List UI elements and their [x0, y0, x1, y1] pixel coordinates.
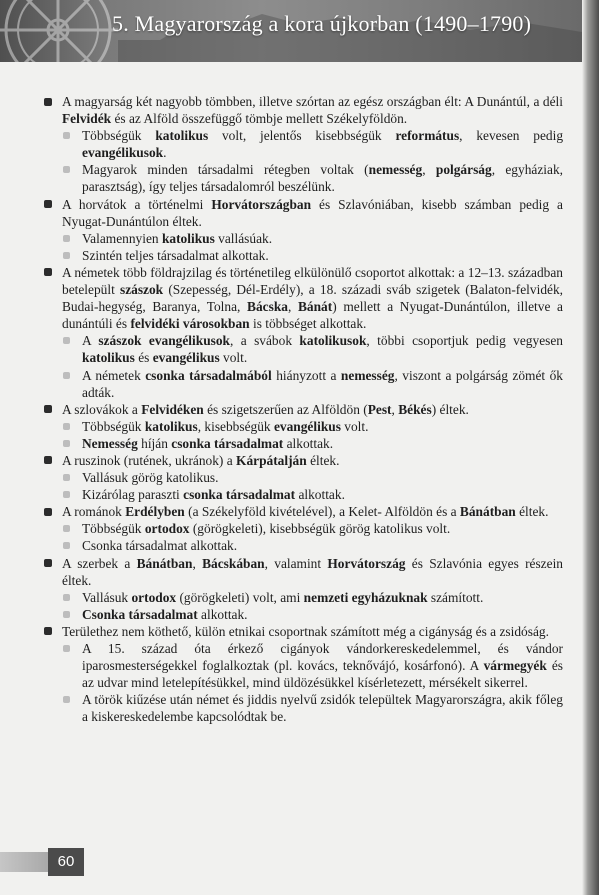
- text-run: volt.: [219, 350, 248, 366]
- bold-term: katolikus: [161, 230, 215, 246]
- text-run: híján: [137, 435, 172, 451]
- text-run: éltek.: [306, 452, 340, 468]
- text-run: A szerbek a: [62, 555, 137, 571]
- bold-term: Pest: [367, 401, 392, 417]
- bold-term: Erdélyben: [125, 504, 185, 520]
- bold-term: Bácska: [247, 299, 288, 315]
- sub-bullet-item: [42, 469, 563, 486]
- sub-bullet-item: [42, 486, 563, 503]
- bold-term: Békés: [398, 401, 432, 417]
- bullet-item: [42, 452, 563, 469]
- bold-term: katolikus: [82, 350, 135, 366]
- text-run: , valamint: [264, 555, 328, 571]
- bold-term: nemesség: [340, 367, 395, 383]
- bold-term: felvidéki városokban: [130, 316, 250, 332]
- bullet-item: [42, 93, 563, 127]
- sub-bullet-item: [42, 247, 563, 264]
- text-run: (a Székelyföld kivételével), a Kelet- Alföldön és a: [184, 504, 460, 520]
- text-run: , egyháziak, parasztság), így teljes társadalomról beszélünk.: [82, 162, 563, 195]
- text-run: ,: [287, 299, 298, 315]
- sub-bullet-item: [42, 606, 563, 623]
- text-run: , kisebbségük: [197, 418, 274, 434]
- text-run: számított.: [427, 589, 484, 605]
- sub-bullet-item: [42, 691, 563, 725]
- bold-term: Bánát: [297, 299, 333, 315]
- text-run: Valamennyien: [82, 230, 162, 246]
- bold-term: Felvidéken: [141, 401, 204, 417]
- bold-term: csonka társadalmat: [171, 435, 284, 451]
- text-run: A románok: [62, 504, 126, 520]
- text-run: alkottak.: [197, 606, 248, 622]
- text-run: volt.: [340, 418, 369, 434]
- bold-term: Kárpátalján: [236, 452, 307, 468]
- sub-bullet-item: [42, 230, 563, 247]
- sub-bullet-item: [42, 367, 563, 401]
- bold-term: Horvátország: [327, 555, 406, 571]
- sub-bullet-item: [42, 520, 563, 537]
- text-run: A 15. század óta érkező cigányok vándorkereskedelemmel, és vándor iparosmesterségekkel foglalkoztak (pl. kovács, teknővájó, kosárfonó). A: [82, 641, 563, 674]
- bold-term: evangélikus: [152, 350, 220, 366]
- page-number: 60: [48, 848, 84, 876]
- text-run: A: [82, 333, 99, 349]
- bold-term: Nemesség: [82, 435, 138, 451]
- text-run: vallásúak.: [214, 230, 273, 246]
- text-run: és szigetszerűen az Alföldön (: [203, 401, 368, 417]
- text-run: Magyarok minden társadalmi rétegben voltak (: [82, 162, 369, 178]
- bold-term: nemesség: [368, 162, 423, 178]
- text-run: (görögkeleti) volt, ami: [176, 589, 304, 605]
- sub-bullet-item: [42, 435, 563, 452]
- chapter-header-banner: [0, 0, 582, 62]
- text-run: (görögkeleti), kisebbségük görög katolikus volt.: [189, 521, 451, 537]
- text-run: Szintén teljes társadalmat alkottak.: [82, 247, 269, 263]
- text-run: , többi csoportjuk pedig vegyesen: [366, 333, 563, 349]
- bold-term: polgárság: [435, 162, 492, 178]
- bold-term: ortodox: [131, 589, 177, 605]
- bold-term: Bánátban: [459, 504, 516, 520]
- text-run: A szlovákok a: [62, 401, 142, 417]
- text-run: Csonka társadalmat alkottak.: [82, 538, 238, 554]
- text-run: Területhez nem köthető, külön etnikai csoportnak számított még a cigányság és a zsidóság.: [62, 623, 549, 639]
- text-run: Többségük: [82, 418, 145, 434]
- text-run: A németek: [82, 367, 146, 383]
- sub-bullet-item: [42, 332, 563, 366]
- bullet-item: [42, 401, 563, 418]
- bold-term: Bánátban: [136, 555, 193, 571]
- text-run: (Szepesség, Dél-Erdély), a 18. századi sváb szigetek (Balaton-felvidék, Budai-hegység, Baranya, Tolna,: [62, 282, 563, 315]
- sub-bullet-item: [42, 127, 563, 161]
- text-run: , a svábok: [230, 333, 300, 349]
- text-run: éltek.: [515, 504, 549, 520]
- text-run: ,: [192, 555, 203, 571]
- bold-term: Felvidék: [62, 111, 112, 127]
- sub-bullet-item: [42, 589, 563, 606]
- text-run: is többséget alkottak.: [249, 316, 367, 332]
- bold-term: Horvátországban: [211, 196, 312, 212]
- sub-bullet-item: [42, 640, 563, 691]
- text-run: Vallásuk: [82, 589, 132, 605]
- chapter-title: 5. Magyarország a kora újkorban (1490–1790): [112, 11, 532, 36]
- text-run: hiányzott a: [271, 367, 341, 383]
- sub-bullet-item: [42, 537, 563, 554]
- bold-term: ortodox: [144, 521, 190, 537]
- text-run: ,: [391, 401, 399, 417]
- text-run: Többségük: [82, 521, 145, 537]
- bullet-item: [42, 623, 563, 640]
- content-list: [42, 93, 563, 725]
- text-run: és Szlavónia egyes részein éltek.: [62, 555, 563, 588]
- bold-term: nemzeti egyházuknak: [303, 589, 428, 605]
- text-run: alkottak.: [295, 487, 345, 503]
- bold-term: szászok evangélikusok: [98, 333, 230, 349]
- text-run: , viszont a polgárság zömét ők adták.: [82, 367, 563, 400]
- text-run: , kevesen pedig: [459, 128, 564, 144]
- text-run: és: [134, 350, 153, 366]
- bold-term: csonka társadalmat: [183, 487, 296, 503]
- bullet-item: [42, 503, 563, 520]
- bold-term: katolikus: [155, 128, 209, 144]
- page-edge-shadow: [582, 0, 599, 895]
- bold-term: evangélikus: [273, 418, 341, 434]
- bullet-item: [42, 555, 563, 589]
- sub-bullet-item: [42, 161, 563, 195]
- footer-bar: [0, 852, 48, 872]
- text-run: és az Alföld összefüggő tömbje mellett Székelyföldön.: [111, 111, 408, 127]
- text-run: ) éltek.: [431, 401, 469, 417]
- bold-term: katolikusok: [299, 333, 367, 349]
- text-run: és Szlavóniában, kisebb számban pedig a Nyugat-Dunántúlon éltek.: [62, 196, 563, 229]
- sub-bullet-item: [42, 418, 563, 435]
- bold-term: Csonka társadalmat: [82, 606, 198, 622]
- bold-term: szászok: [119, 282, 164, 298]
- bullet-item: [42, 264, 563, 332]
- text-run: és az udvar mind letelepítésükkel, mind üldözésükkel kísérletezett, mérsékelt sikerrel.: [82, 658, 563, 691]
- text-run: A ruszinok (rutének, ukránok) a: [62, 452, 237, 468]
- bullet-item: [42, 196, 563, 230]
- text-run: A németek több földrajzilag és történetileg elkülönülő csoportot alkottak: a 12–13. században betelepült: [62, 264, 563, 298]
- bold-term: református: [395, 128, 460, 144]
- bold-term: vármegyék: [483, 658, 547, 674]
- text-run: A horvátok a történelmi: [62, 196, 212, 212]
- bold-term: katolikus: [144, 418, 198, 434]
- text-run: A magyarság két nagyobb tömbben, illetve szórtan az egész országban élt: A Dunántúl, a déli: [62, 94, 563, 109]
- text-run: .: [163, 145, 167, 161]
- text-run: volt, jelentős kisebbségük: [208, 128, 396, 144]
- text-run: Többségük: [82, 128, 156, 144]
- text-run: Vallásuk görög katolikus.: [82, 470, 219, 486]
- text-run: ,: [422, 162, 436, 178]
- bold-term: Bácskában: [202, 555, 265, 571]
- text-run: A török kiűzése után német és jiddis nyelvű zsidók települtek Magyarországra, akik főleg a kiskereskedelembe kapcsolódtak be.: [82, 692, 563, 725]
- text-run: alkottak.: [283, 435, 334, 451]
- bold-term: evangélikusok: [82, 145, 164, 161]
- bold-term: csonka társadalmából: [145, 367, 272, 383]
- text-run: ) mellett a Nyugat-Dunántúlon, illetve a dunántúli és: [62, 299, 563, 332]
- text-run: Kizárólag paraszti: [82, 487, 184, 503]
